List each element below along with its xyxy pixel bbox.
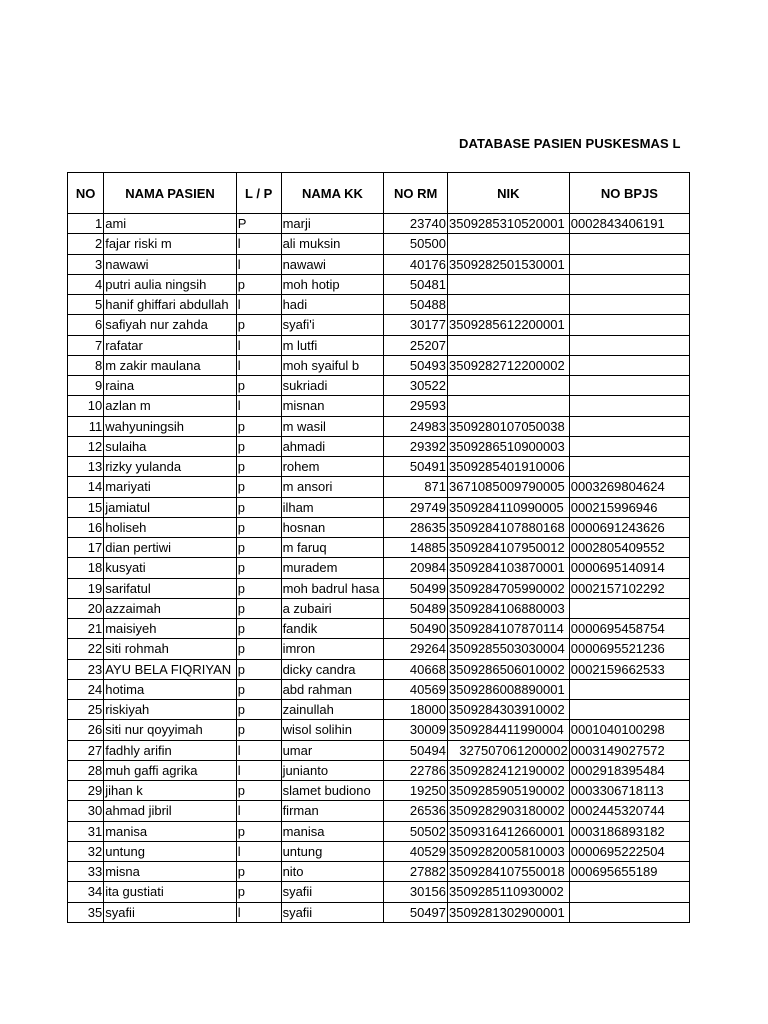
cell-nama-pasien[interactable]: ahmad jibril bbox=[104, 801, 237, 821]
cell-nama-kk[interactable]: m faruq bbox=[281, 538, 384, 558]
cell-nama-pasien[interactable]: fadhly arifin bbox=[104, 740, 237, 760]
cell-no-rm[interactable]: 871 bbox=[384, 477, 448, 497]
cell-lp[interactable]: l bbox=[236, 841, 281, 861]
cell-nama-pasien[interactable]: siti rohmah bbox=[104, 639, 237, 659]
cell-no-bpjs[interactable]: 000695655189 bbox=[569, 862, 689, 882]
cell-no-rm[interactable]: 50491 bbox=[384, 457, 448, 477]
cell-no[interactable]: 27 bbox=[68, 740, 104, 760]
cell-nik[interactable]: 3509284107950012 bbox=[448, 538, 570, 558]
cell-nik[interactable]: 3509282712200002 bbox=[448, 355, 570, 375]
cell-nama-pasien[interactable]: untung bbox=[104, 841, 237, 861]
cell-nama-kk[interactable]: dicky candra bbox=[281, 659, 384, 679]
cell-no-bpjs[interactable]: 0003306718113 bbox=[569, 781, 689, 801]
header-no-bpjs[interactable]: NO BPJS bbox=[569, 173, 689, 214]
cell-no[interactable]: 21 bbox=[68, 619, 104, 639]
cell-nama-pasien[interactable]: riskiyah bbox=[104, 700, 237, 720]
cell-nama-pasien[interactable]: hanif ghiffari abdullah bbox=[104, 295, 237, 315]
cell-no-bpjs[interactable] bbox=[569, 355, 689, 375]
table-row bbox=[68, 538, 690, 558]
cell-no-rm[interactable]: 50494 bbox=[384, 740, 448, 760]
cell-no-bpjs[interactable] bbox=[569, 679, 689, 699]
cell-no-rm[interactable]: 30177 bbox=[384, 315, 448, 335]
table-row bbox=[68, 639, 690, 659]
cell-nama-kk[interactable]: hadi bbox=[281, 295, 384, 315]
title-container bbox=[459, 135, 689, 153]
cell-nama-kk[interactable]: wisol solihin bbox=[281, 720, 384, 740]
patient-table-container bbox=[67, 172, 690, 932]
cell-no-rm[interactable]: 40176 bbox=[384, 254, 448, 274]
cell-nama-pasien[interactable]: putri aulia ningsih bbox=[104, 274, 237, 294]
cell-no-rm[interactable]: 27882 bbox=[384, 862, 448, 882]
cell-lp[interactable]: p bbox=[236, 538, 281, 558]
cell-no[interactable]: 19 bbox=[68, 578, 104, 598]
cell-nama-pasien[interactable]: maisiyeh bbox=[104, 619, 237, 639]
table-row bbox=[68, 659, 690, 679]
cell-lp[interactable]: l bbox=[236, 396, 281, 416]
cell-no-rm[interactable]: 40529 bbox=[384, 841, 448, 861]
table-row bbox=[68, 274, 690, 294]
cell-nik[interactable]: 3509284303910002 bbox=[448, 700, 570, 720]
cell-lp[interactable]: p bbox=[236, 639, 281, 659]
cell-lp[interactable]: p bbox=[236, 436, 281, 456]
header-nama-pasien[interactable]: NAMA PASIEN bbox=[104, 173, 237, 214]
cell-no-bpjs[interactable] bbox=[569, 882, 689, 902]
cell-nik[interactable]: 3509281302900001 bbox=[448, 902, 570, 922]
cell-nama-pasien[interactable]: AYU BELA FIQRIYAN bbox=[104, 659, 237, 679]
table-row bbox=[68, 619, 690, 639]
cell-nik[interactable]: 327507061200002 bbox=[448, 740, 570, 760]
cell-nama-pasien[interactable]: wahyuningsih bbox=[104, 416, 237, 436]
table-row bbox=[68, 436, 690, 456]
cell-no[interactable]: 32 bbox=[68, 841, 104, 861]
cell-lp[interactable]: p bbox=[236, 416, 281, 436]
cell-no-rm[interactable]: 50493 bbox=[384, 355, 448, 375]
cell-nama-pasien[interactable]: m zakir maulana bbox=[104, 355, 237, 375]
table-row bbox=[68, 497, 690, 517]
table-row bbox=[68, 295, 690, 315]
cell-lp[interactable]: p bbox=[236, 781, 281, 801]
cell-no-rm[interactable]: 18000 bbox=[384, 700, 448, 720]
cell-nik[interactable]: 3509286008890001 bbox=[448, 679, 570, 699]
cell-nama-pasien[interactable]: jihan k bbox=[104, 781, 237, 801]
table-row bbox=[68, 781, 690, 801]
cell-lp[interactable]: l bbox=[236, 335, 281, 355]
cell-no[interactable]: 14 bbox=[68, 477, 104, 497]
cell-no-bpjs[interactable]: 0002805409552 bbox=[569, 538, 689, 558]
table-row bbox=[68, 416, 690, 436]
cell-nama-kk[interactable]: abd rahman bbox=[281, 679, 384, 699]
cell-lp[interactable]: p bbox=[236, 862, 281, 882]
cell-nik[interactable]: 3509284110990005 bbox=[448, 497, 570, 517]
cell-lp[interactable]: l bbox=[236, 295, 281, 315]
cell-nama-kk[interactable]: manisa bbox=[281, 821, 384, 841]
cell-no[interactable]: 31 bbox=[68, 821, 104, 841]
cell-nik[interactable]: 3671085009790005 bbox=[448, 477, 570, 497]
cell-no[interactable]: 15 bbox=[68, 497, 104, 517]
cell-lp[interactable]: p bbox=[236, 457, 281, 477]
cell-no-bpjs[interactable]: 0001040100298 bbox=[569, 720, 689, 740]
cell-no-bpjs[interactable] bbox=[569, 295, 689, 315]
cell-lp[interactable]: p bbox=[236, 700, 281, 720]
cell-nik[interactable]: 3509284107870114 bbox=[448, 619, 570, 639]
cell-nama-pasien[interactable]: nawawi bbox=[104, 254, 237, 274]
cell-no[interactable]: 23 bbox=[68, 659, 104, 679]
cell-nama-pasien[interactable]: jamiatul bbox=[104, 497, 237, 517]
cell-no-bpjs[interactable]: 0002445320744 bbox=[569, 801, 689, 821]
cell-nama-kk[interactable]: sukriadi bbox=[281, 376, 384, 396]
cell-lp[interactable]: p bbox=[236, 558, 281, 578]
cell-nama-pasien[interactable]: mariyati bbox=[104, 477, 237, 497]
table-row bbox=[68, 578, 690, 598]
cell-nama-kk[interactable]: moh badrul hasa bbox=[281, 578, 384, 598]
cell-nik[interactable]: 3509286506010002 bbox=[448, 659, 570, 679]
cell-no-rm[interactable]: 24983 bbox=[384, 416, 448, 436]
header-no[interactable]: NO bbox=[68, 173, 104, 214]
cell-no[interactable]: 16 bbox=[68, 517, 104, 537]
table-row bbox=[68, 821, 690, 841]
table-row bbox=[68, 517, 690, 537]
cell-lp[interactable]: l bbox=[236, 254, 281, 274]
cell-no-bpjs[interactable]: 0002159662533 bbox=[569, 659, 689, 679]
cell-no-bpjs[interactable] bbox=[569, 234, 689, 254]
cell-nama-pasien[interactable]: ami bbox=[104, 214, 237, 234]
cell-no-bpjs[interactable] bbox=[569, 457, 689, 477]
cell-lp[interactable]: p bbox=[236, 659, 281, 679]
cell-nama-kk[interactable]: nito bbox=[281, 862, 384, 882]
cell-lp[interactable]: p bbox=[236, 679, 281, 699]
cell-no-rm[interactable]: 50502 bbox=[384, 821, 448, 841]
cell-nik[interactable]: 3509282005810003 bbox=[448, 841, 570, 861]
table-row bbox=[68, 396, 690, 416]
cell-nama-pasien[interactable]: fajar riski m bbox=[104, 234, 237, 254]
table-row bbox=[68, 679, 690, 699]
cell-nik[interactable]: 3509316412660001 bbox=[448, 821, 570, 841]
table-row bbox=[68, 234, 690, 254]
cell-no-bpjs[interactable]: 0000691243626 bbox=[569, 517, 689, 537]
cell-no-bpjs[interactable]: 000215996946 bbox=[569, 497, 689, 517]
cell-no[interactable]: 25 bbox=[68, 700, 104, 720]
patient-table bbox=[67, 172, 690, 923]
cell-no-rm[interactable]: 29749 bbox=[384, 497, 448, 517]
cell-nama-kk[interactable]: syafii bbox=[281, 882, 384, 902]
cell-nama-kk[interactable]: ali muksin bbox=[281, 234, 384, 254]
cell-nama-pasien[interactable]: muh gaffi agrika bbox=[104, 760, 237, 780]
cell-no-rm[interactable]: 29392 bbox=[384, 436, 448, 456]
cell-nik[interactable] bbox=[448, 295, 570, 315]
cell-nama-pasien[interactable]: sarifatul bbox=[104, 578, 237, 598]
cell-no-bpjs[interactable]: 0003186893182 bbox=[569, 821, 689, 841]
table-row bbox=[68, 862, 690, 882]
cell-nama-kk[interactable]: marji bbox=[281, 214, 384, 234]
cell-no-bpjs[interactable]: 0002918395484 bbox=[569, 760, 689, 780]
cell-no-rm[interactable]: 19250 bbox=[384, 781, 448, 801]
cell-lp[interactable]: l bbox=[236, 355, 281, 375]
cell-no-bpjs[interactable] bbox=[569, 416, 689, 436]
cell-no-bpjs[interactable] bbox=[569, 315, 689, 335]
cell-no-rm[interactable]: 50490 bbox=[384, 619, 448, 639]
cell-no[interactable]: 18 bbox=[68, 558, 104, 578]
cell-no-rm[interactable]: 50499 bbox=[384, 578, 448, 598]
cell-nik[interactable]: 3509284705990002 bbox=[448, 578, 570, 598]
cell-nama-pasien[interactable]: safiyah nur zahda bbox=[104, 315, 237, 335]
table-row bbox=[68, 740, 690, 760]
cell-nik[interactable]: 3509284107550018 bbox=[448, 862, 570, 882]
cell-nama-kk[interactable]: m ansori bbox=[281, 477, 384, 497]
cell-no[interactable]: 5 bbox=[68, 295, 104, 315]
cell-nama-kk[interactable]: ahmadi bbox=[281, 436, 384, 456]
cell-lp[interactable]: p bbox=[236, 578, 281, 598]
cell-no-bpjs[interactable] bbox=[569, 335, 689, 355]
cell-nik[interactable]: 3509284107880168 bbox=[448, 517, 570, 537]
cell-nama-kk[interactable]: syafi'i bbox=[281, 315, 384, 335]
cell-no-bpjs[interactable]: 0000695458754 bbox=[569, 619, 689, 639]
cell-no[interactable]: 10 bbox=[68, 396, 104, 416]
cell-lp[interactable]: l bbox=[236, 902, 281, 922]
cell-lp[interactable]: p bbox=[236, 315, 281, 335]
cell-no-bpjs[interactable] bbox=[569, 902, 689, 922]
cell-nama-kk[interactable]: muradem bbox=[281, 558, 384, 578]
cell-no[interactable]: 33 bbox=[68, 862, 104, 882]
page-title: DATABASE PASIEN PUSKESMAS L bbox=[459, 136, 681, 151]
cell-no-rm[interactable]: 50481 bbox=[384, 274, 448, 294]
cell-nama-pasien[interactable]: manisa bbox=[104, 821, 237, 841]
cell-lp[interactable]: p bbox=[236, 821, 281, 841]
cell-no-bpjs[interactable] bbox=[569, 396, 689, 416]
cell-lp[interactable]: p bbox=[236, 619, 281, 639]
table-row bbox=[68, 720, 690, 740]
cell-nama-pasien[interactable]: azzaimah bbox=[104, 598, 237, 618]
cell-nik[interactable]: 3509285905190002 bbox=[448, 781, 570, 801]
cell-no[interactable]: 4 bbox=[68, 274, 104, 294]
cell-nama-pasien[interactable]: kusyati bbox=[104, 558, 237, 578]
cell-no-bpjs[interactable]: 0002157102292 bbox=[569, 578, 689, 598]
table-row bbox=[68, 902, 690, 922]
cell-no-rm[interactable]: 20984 bbox=[384, 558, 448, 578]
cell-nama-kk[interactable]: ilham bbox=[281, 497, 384, 517]
cell-no-bpjs[interactable] bbox=[569, 254, 689, 274]
cell-no-rm[interactable]: 29593 bbox=[384, 396, 448, 416]
cell-no[interactable]: 9 bbox=[68, 376, 104, 396]
cell-no[interactable]: 17 bbox=[68, 538, 104, 558]
cell-nik[interactable]: 3509284411990004 bbox=[448, 720, 570, 740]
cell-no[interactable]: 11 bbox=[68, 416, 104, 436]
cell-nik[interactable]: 3509282412190002 bbox=[448, 760, 570, 780]
cell-nama-kk[interactable]: a zubairi bbox=[281, 598, 384, 618]
cell-no[interactable]: 3 bbox=[68, 254, 104, 274]
cell-lp[interactable]: p bbox=[236, 598, 281, 618]
cell-no-bpjs[interactable]: 0002843406191 bbox=[569, 214, 689, 234]
cell-nama-kk[interactable]: rohem bbox=[281, 457, 384, 477]
cell-nama-kk[interactable]: junianto bbox=[281, 760, 384, 780]
cell-no[interactable]: 2 bbox=[68, 234, 104, 254]
cell-nama-kk[interactable]: imron bbox=[281, 639, 384, 659]
cell-no-rm[interactable]: 30522 bbox=[384, 376, 448, 396]
cell-nik[interactable]: 3509286510900003 bbox=[448, 436, 570, 456]
header-nik[interactable]: NIK bbox=[448, 173, 570, 214]
cell-no-bpjs[interactable]: 0000695521236 bbox=[569, 639, 689, 659]
cell-no-rm[interactable]: 14885 bbox=[384, 538, 448, 558]
table-row bbox=[68, 355, 690, 375]
cell-nik[interactable]: 3509285310520001 bbox=[448, 214, 570, 234]
cell-nama-pasien[interactable]: sulaiha bbox=[104, 436, 237, 456]
cell-lp[interactable]: p bbox=[236, 720, 281, 740]
cell-no-rm[interactable]: 30156 bbox=[384, 882, 448, 902]
cell-nama-kk[interactable]: hosnan bbox=[281, 517, 384, 537]
table-row bbox=[68, 376, 690, 396]
cell-no[interactable]: 20 bbox=[68, 598, 104, 618]
cell-nik[interactable]: 3509284106880003 bbox=[448, 598, 570, 618]
cell-no-bpjs[interactable] bbox=[569, 700, 689, 720]
cell-nama-pasien[interactable]: dian pertiwi bbox=[104, 538, 237, 558]
cell-nik[interactable]: 3509284103870001 bbox=[448, 558, 570, 578]
cell-nama-kk[interactable]: zainullah bbox=[281, 700, 384, 720]
cell-no-rm[interactable]: 22786 bbox=[384, 760, 448, 780]
cell-no-bpjs[interactable] bbox=[569, 436, 689, 456]
cell-no[interactable]: 8 bbox=[68, 355, 104, 375]
cell-no[interactable]: 12 bbox=[68, 436, 104, 456]
cell-nik[interactable]: 3509285503030004 bbox=[448, 639, 570, 659]
cell-lp[interactable]: p bbox=[236, 882, 281, 902]
cell-no-rm[interactable]: 23740 bbox=[384, 214, 448, 234]
cell-lp[interactable]: p bbox=[236, 517, 281, 537]
cell-no-bpjs[interactable]: 0003149027572 bbox=[569, 740, 689, 760]
cell-no[interactable]: 7 bbox=[68, 335, 104, 355]
header-nama-kk[interactable]: NAMA KK bbox=[281, 173, 384, 214]
cell-no-bpjs[interactable]: 0000695140914 bbox=[569, 558, 689, 578]
cell-lp[interactable]: l bbox=[236, 760, 281, 780]
cell-nik[interactable]: 3509285612200001 bbox=[448, 315, 570, 335]
cell-nik[interactable]: 3509282501530001 bbox=[448, 254, 570, 274]
cell-no-rm[interactable]: 40668 bbox=[384, 659, 448, 679]
cell-lp[interactable]: l bbox=[236, 801, 281, 821]
cell-nama-kk[interactable]: syafii bbox=[281, 902, 384, 922]
cell-nama-kk[interactable]: untung bbox=[281, 841, 384, 861]
cell-nama-pasien[interactable]: holiseh bbox=[104, 517, 237, 537]
cell-no-rm[interactable]: 29264 bbox=[384, 639, 448, 659]
cell-nik[interactable] bbox=[448, 274, 570, 294]
cell-nama-pasien[interactable]: misna bbox=[104, 862, 237, 882]
cell-nama-pasien[interactable]: rafatar bbox=[104, 335, 237, 355]
cell-no[interactable]: 35 bbox=[68, 902, 104, 922]
table-row bbox=[68, 315, 690, 335]
header-lp[interactable]: L / P bbox=[236, 173, 281, 214]
cell-no-rm[interactable]: 26536 bbox=[384, 801, 448, 821]
cell-lp[interactable]: p bbox=[236, 376, 281, 396]
table-row bbox=[68, 700, 690, 720]
cell-no-rm[interactable]: 30009 bbox=[384, 720, 448, 740]
cell-nama-kk[interactable]: nawawi bbox=[281, 254, 384, 274]
cell-nik[interactable]: 3509285110930002 bbox=[448, 882, 570, 902]
table-body bbox=[68, 214, 690, 923]
cell-nama-kk[interactable]: moh hotip bbox=[281, 274, 384, 294]
cell-no-bpjs[interactable] bbox=[569, 274, 689, 294]
cell-no[interactable]: 24 bbox=[68, 679, 104, 699]
cell-no[interactable]: 26 bbox=[68, 720, 104, 740]
table-row bbox=[68, 801, 690, 821]
cell-nama-pasien[interactable]: siti nur qoyyimah bbox=[104, 720, 237, 740]
cell-no-bpjs[interactable]: 0003269804624 bbox=[569, 477, 689, 497]
cell-no[interactable]: 30 bbox=[68, 801, 104, 821]
cell-nama-pasien[interactable]: rizky yulanda bbox=[104, 457, 237, 477]
cell-lp[interactable]: p bbox=[236, 477, 281, 497]
cell-lp[interactable]: l bbox=[236, 740, 281, 760]
cell-no[interactable]: 28 bbox=[68, 760, 104, 780]
table-row bbox=[68, 598, 690, 618]
cell-nama-kk[interactable]: m lutfi bbox=[281, 335, 384, 355]
cell-lp[interactable]: l bbox=[236, 234, 281, 254]
table-row bbox=[68, 477, 690, 497]
cell-nama-kk[interactable]: moh syaiful b bbox=[281, 355, 384, 375]
table-row bbox=[68, 214, 690, 234]
cell-nik[interactable]: 3509285401910006 bbox=[448, 457, 570, 477]
cell-no-bpjs[interactable] bbox=[569, 376, 689, 396]
cell-no-rm[interactable]: 50500 bbox=[384, 234, 448, 254]
cell-nik[interactable]: 3509282903180002 bbox=[448, 801, 570, 821]
cell-nama-pasien[interactable]: hotima bbox=[104, 679, 237, 699]
header-no-rm[interactable]: NO RM bbox=[384, 173, 448, 214]
cell-nama-pasien[interactable]: syafii bbox=[104, 902, 237, 922]
cell-nik[interactable] bbox=[448, 396, 570, 416]
cell-no-rm[interactable]: 25207 bbox=[384, 335, 448, 355]
header-row bbox=[68, 173, 690, 214]
table-row bbox=[68, 457, 690, 477]
cell-no[interactable]: 22 bbox=[68, 639, 104, 659]
cell-no[interactable]: 29 bbox=[68, 781, 104, 801]
cell-no-rm[interactable]: 28635 bbox=[384, 517, 448, 537]
cell-nama-pasien[interactable]: azlan m bbox=[104, 396, 237, 416]
cell-nama-kk[interactable]: umar bbox=[281, 740, 384, 760]
table-row bbox=[68, 760, 690, 780]
cell-no-bpjs[interactable]: 0000695222504 bbox=[569, 841, 689, 861]
cell-nama-kk[interactable]: firman bbox=[281, 801, 384, 821]
cell-nik[interactable] bbox=[448, 234, 570, 254]
cell-no-rm[interactable]: 50488 bbox=[384, 295, 448, 315]
cell-lp[interactable]: p bbox=[236, 497, 281, 517]
cell-lp[interactable]: p bbox=[236, 274, 281, 294]
table-row bbox=[68, 841, 690, 861]
cell-nik[interactable] bbox=[448, 335, 570, 355]
cell-no[interactable]: 1 bbox=[68, 214, 104, 234]
table-row bbox=[68, 882, 690, 902]
cell-nama-pasien[interactable]: ita gustiati bbox=[104, 882, 237, 902]
cell-nik[interactable]: 3509280107050038 bbox=[448, 416, 570, 436]
cell-nama-kk[interactable]: m wasil bbox=[281, 416, 384, 436]
cell-no-bpjs[interactable] bbox=[569, 598, 689, 618]
table-row bbox=[68, 254, 690, 274]
cell-no-rm[interactable]: 50489 bbox=[384, 598, 448, 618]
cell-no-rm[interactable]: 40569 bbox=[384, 679, 448, 699]
cell-nama-kk[interactable]: misnan bbox=[281, 396, 384, 416]
cell-nama-kk[interactable]: fandik bbox=[281, 619, 384, 639]
cell-no[interactable]: 6 bbox=[68, 315, 104, 335]
table-row bbox=[68, 335, 690, 355]
cell-nama-kk[interactable]: slamet budiono bbox=[281, 781, 384, 801]
table-row bbox=[68, 558, 690, 578]
cell-nik[interactable] bbox=[448, 376, 570, 396]
cell-lp[interactable]: P bbox=[236, 214, 281, 234]
cell-no-rm[interactable]: 50497 bbox=[384, 902, 448, 922]
cell-no[interactable]: 13 bbox=[68, 457, 104, 477]
cell-no[interactable]: 34 bbox=[68, 882, 104, 902]
cell-nama-pasien[interactable]: raina bbox=[104, 376, 237, 396]
